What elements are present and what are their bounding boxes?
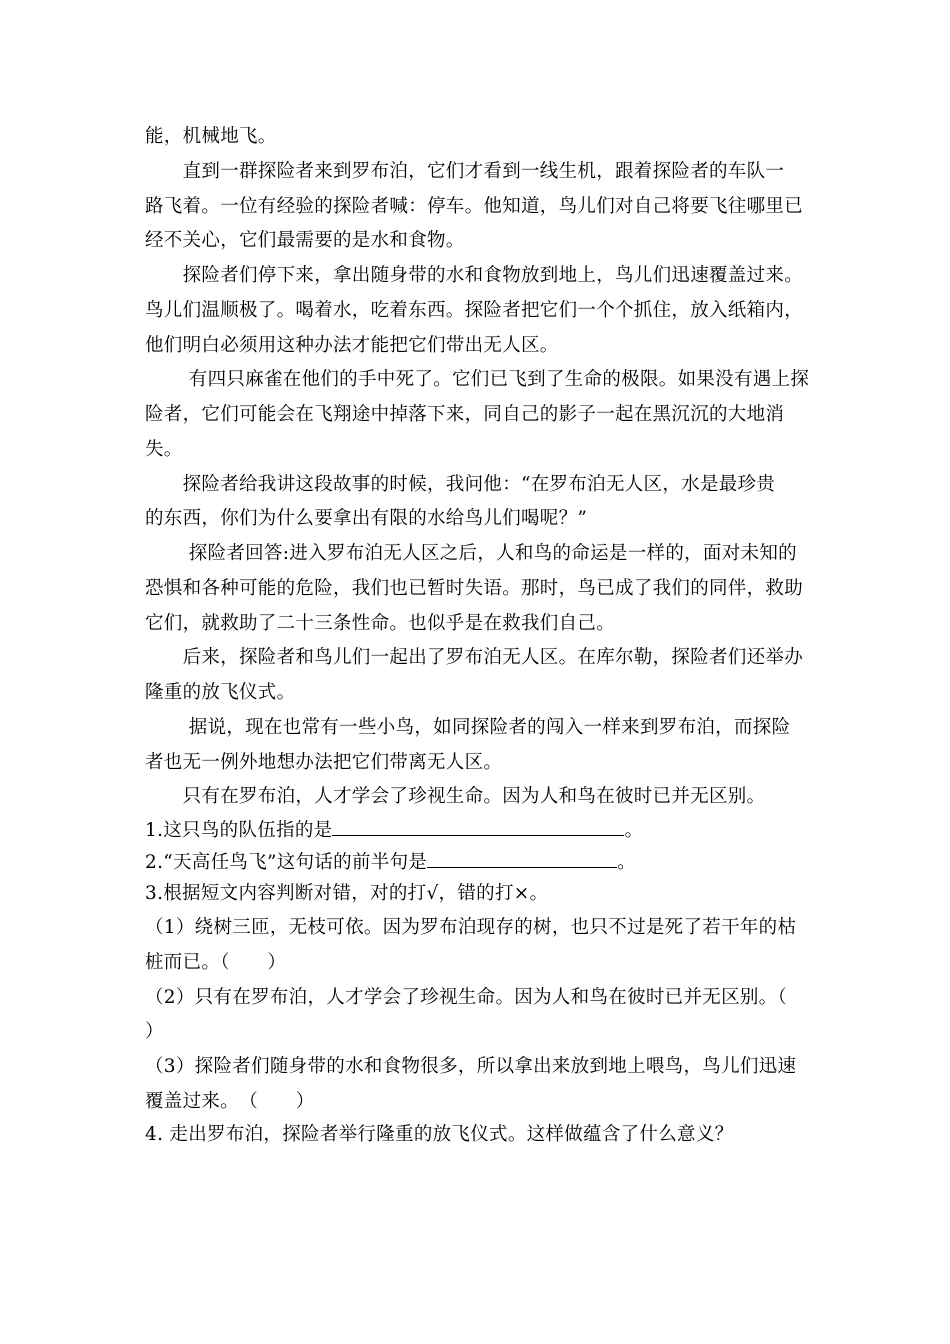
- passage-line: 它们，就救助了二十三条性命。也似乎是在救我们自己。: [145, 613, 616, 634]
- passage-line: 险者，它们可能会在飞翔途中掉落下来，同自己的影子一起在黑沉沉的大地消: [145, 404, 785, 425]
- passage-line: 有四只麻雀在他们的手中死了。它们已飞到了生命的极限。如果没有遇上探: [145, 369, 810, 390]
- passage-line: 能，机械地飞。: [145, 126, 277, 147]
- question-4: 4. 走出罗布泊，探险者举行隆重的放飞仪式。这样做蕴含了什么意义？: [145, 1124, 734, 1145]
- passage-line: 探险者给我讲这段故事的时候，我问他：“在罗布泊无人区，水是最珍贵: [145, 474, 776, 495]
- passage-line: 直到一群探险者来到罗布泊，它们才看到一线生机，跟着探险者的车队一: [145, 161, 785, 182]
- passage-line: 后来，探险者和鸟儿们一起出了罗布泊无人区。在库尔勒，探险者们还举办: [145, 647, 804, 668]
- passage-line: 他们明白必须用这种办法才能把它们带出无人区。: [145, 335, 559, 356]
- question-1-text: 1.这只鸟的队伍指的是: [145, 820, 333, 841]
- passage-line: 经不关心，它们最需要的是水和食物。: [145, 230, 465, 251]
- passage-line: 据说，现在也常有一些小鸟，如同探险者的闯入一样来到罗布泊，而探险: [145, 717, 791, 738]
- question-3-item: （2）只有在罗布泊，人才学会了珍视生命。因为人和鸟在彼时已并无区别。（: [145, 987, 788, 1008]
- question-2: [145, 849, 636, 876]
- passage-line: 的东西，你们为什么要拿出有限的水给鸟儿们喝呢？”: [145, 508, 588, 529]
- question-2-suffix: 。: [617, 852, 636, 873]
- passage-line: 失。: [145, 439, 183, 460]
- question-1-answer-blank[interactable]: [332, 817, 624, 836]
- passage-line: 只有在罗布泊，人才学会了珍视生命。因为人和鸟在彼时已并无区别。: [145, 786, 766, 807]
- question-3-item: ）: [145, 1021, 164, 1042]
- question-3-item: （3）探险者们随身带的水和食物很多，所以拿出来放到地上喂鸟，鸟儿们迅速: [145, 1056, 797, 1077]
- question-3-item: （1）绕树三匝，无枝可依。因为罗布泊现存的树，也只不过是死了若干年的枯: [145, 917, 797, 938]
- passage-line: 者也无一例外地想办法把它们带离无人区。: [145, 752, 503, 773]
- question-1-suffix: 。: [624, 820, 644, 841]
- passage-line: 探险者回答:进入罗布泊无人区之后，人和鸟的命运是一样的，面对未知的: [145, 543, 797, 564]
- question-1: [145, 817, 643, 844]
- question-2-text: 2.“天高任鸟飞”这句话的前半句是: [145, 852, 428, 873]
- question-2-answer-blank[interactable]: [427, 849, 617, 868]
- passage-line: 鸟儿们温顺极了。喝着水，吃着东西。探险者把它们一个个抓住，放入纸箱内，: [145, 300, 804, 321]
- question-3-title: 3.根据短文内容判断对错，对的打√，错的打×。: [145, 883, 549, 904]
- passage-line: 探险者们停下来，拿出随身带的水和食物放到地上，鸟儿们迅速覆盖过来。: [145, 265, 804, 286]
- passage-line: 隆重的放飞仪式。: [145, 682, 296, 703]
- question-3-item: 桩而已。（ ）: [145, 952, 287, 973]
- passage-line: 路飞着。一位有经验的探险者喊：停车。他知道，鸟儿们对自己将要飞往哪里已: [145, 196, 804, 217]
- question-3-item: 覆盖过来。 （ ）: [145, 1091, 315, 1112]
- passage-line: 恐惧和各种可能的危险，我们也已暂时失语。那时，鸟已成了我们的同伴，救助: [145, 578, 804, 599]
